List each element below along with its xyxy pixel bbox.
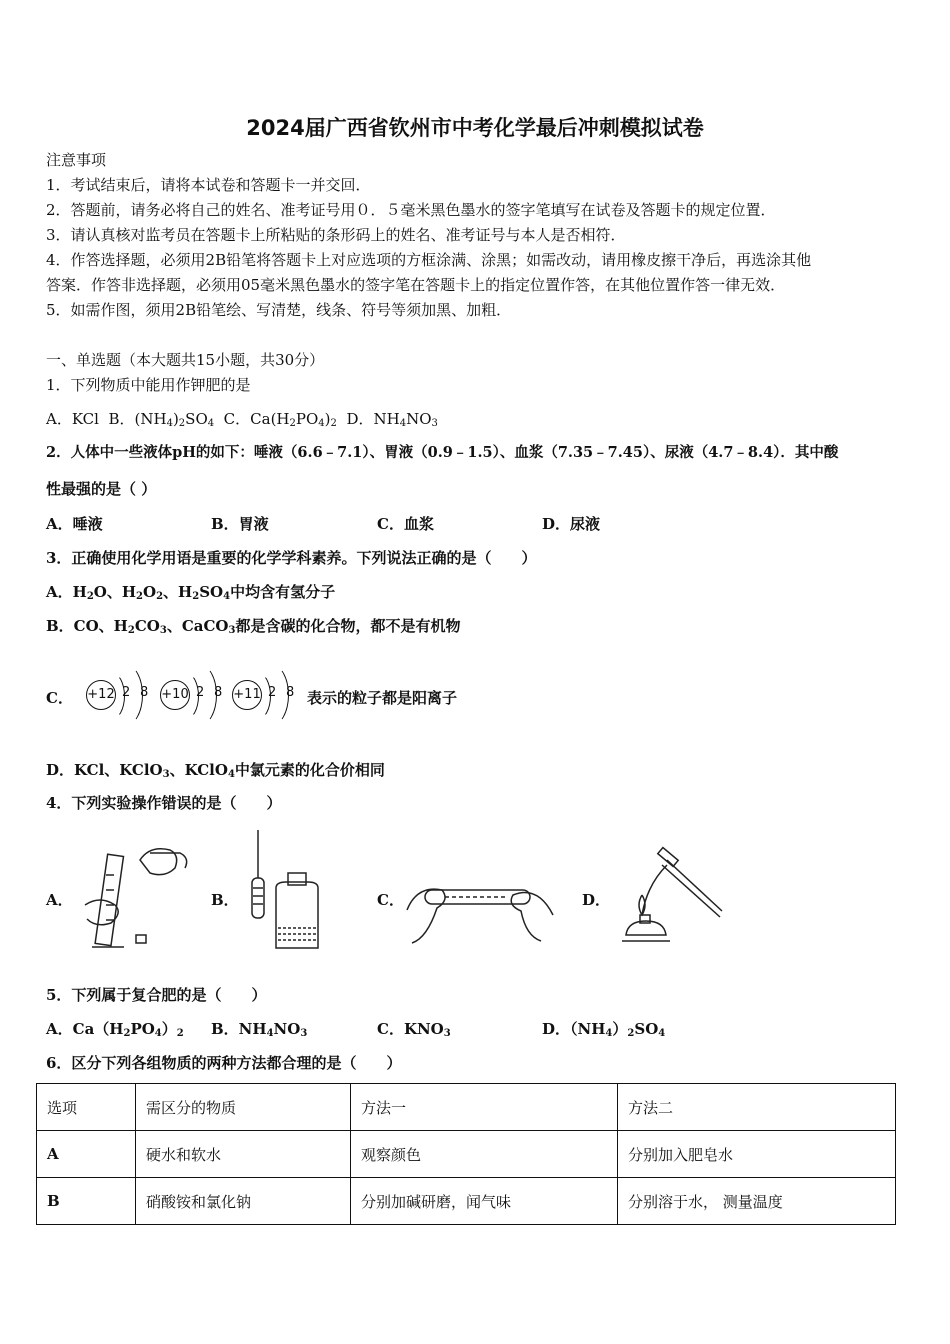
text: D．KCl、KClO [46, 761, 163, 779]
subscript: 2 [176, 1028, 184, 1039]
table-header-cell: 需区分的物质 [136, 1084, 351, 1131]
subscript: 4 [266, 1028, 274, 1039]
subscript: 3 [159, 625, 167, 636]
subscript: 4 [605, 1028, 613, 1039]
q1-option-b: SO [185, 410, 208, 428]
subscript: 3 [443, 1028, 451, 1039]
subscript: 2 [156, 591, 164, 602]
shell-electrons: 2 [122, 685, 131, 700]
notice-item: 1．考试结束后，请将本试卷和答题卡一并交回． [46, 176, 371, 194]
text: 、CaCO [166, 617, 229, 635]
notice-item: 5．如需作图，须用2B铅笔绘、写清楚，线条、符号等须加黑、加粗． [46, 301, 512, 319]
table-cell: 硝酸铵和氯化钠 [136, 1178, 351, 1225]
q3-option-b [46, 616, 460, 636]
table-cell: 分别溶于水， 测量温度 [618, 1178, 896, 1225]
q1-option-b: ) [172, 410, 179, 428]
text: 、H [163, 583, 193, 601]
text: A．H [46, 583, 87, 601]
table-cell: A [37, 1131, 136, 1178]
shell-electrons: 8 [214, 685, 223, 700]
notice-heading: 注意事项 [46, 151, 107, 169]
q1-option-a-label: A． [46, 410, 72, 428]
subscript: 2 [86, 591, 94, 602]
notice-item: 4．作答选择题，必须用2B铅笔将答题卡上对应选项的方框涂满、涂黑；如需改动，请用橡皮擦干净后，再选涂其他 [46, 251, 812, 269]
q2-option-d: D．尿液 [542, 515, 601, 533]
notice-item: 答案．作答非选择题，必须用05毫米黑色墨水的签字笔在答题卡上的指定位置作答，在其他位置作答一律无效． [46, 276, 786, 294]
graduated-cylinder-illustration [80, 835, 200, 955]
subscript: 2 [627, 1028, 635, 1039]
subscript: 4 [227, 769, 235, 780]
text: NO [273, 1020, 301, 1038]
notice-item: 3．请认真核对监考员在答题卡上所粘贴的条形码上的姓名、准考证号与本人是否相符． [46, 226, 626, 244]
table-header-cell: 方法一 [351, 1084, 618, 1131]
shell-electrons: 2 [268, 685, 277, 700]
q1-option-b-label: B． [108, 410, 135, 428]
q5-option-d [542, 1019, 665, 1039]
notice-item: 2．答题前，请务必将自己的姓名、准考证号用０．５毫米黑色墨水的签字笔填写在试卷及答题卡的规定位置． [46, 201, 776, 219]
q5-option-c [377, 1019, 451, 1039]
section-heading: 一、单选题（本大题共15小题，共30分） [46, 351, 325, 369]
subscript: 2 [289, 418, 296, 429]
text: 都是含碳的化合物，都不是有机物 [235, 617, 461, 635]
text: O、H [93, 583, 137, 601]
q4-option-d-label: D． [582, 891, 611, 909]
subscript: 3 [300, 1028, 308, 1039]
subscript: 4 [223, 591, 231, 602]
text: O [143, 583, 157, 601]
q1-option-d: NH [373, 410, 400, 428]
table-row [37, 1131, 896, 1178]
q5-option-b [211, 1019, 307, 1039]
test-tube-hands-illustration [405, 870, 555, 950]
q2-option-a: A．唾液 [46, 515, 103, 533]
text: CO [134, 617, 160, 635]
subscript: 2 [123, 1028, 131, 1039]
shell-electrons: 8 [286, 685, 295, 700]
subscript: 2 [330, 418, 337, 429]
subscript: 3 [162, 769, 170, 780]
table-row [37, 1178, 896, 1225]
table-cell: 硬水和软水 [136, 1131, 351, 1178]
text: ） [612, 1020, 628, 1038]
q1-option-a: KCl [71, 410, 99, 428]
q1-option-d: NO [406, 410, 432, 428]
q5-option-a [46, 1019, 184, 1039]
subscript: 4 [207, 418, 215, 429]
q6-stem: 6．区分下列各组物质的两种方法都合理的是（ ） [46, 1054, 402, 1072]
q3-option-a [46, 582, 335, 602]
text: SO [199, 583, 224, 601]
subscript: 2 [127, 625, 135, 636]
nucleus: +12 [86, 680, 116, 710]
text: A．Ca（H [46, 1020, 124, 1038]
subscript: 2 [178, 418, 186, 429]
text: PO [130, 1020, 155, 1038]
q1-option-c: ) [324, 410, 331, 428]
table-cell: B [37, 1178, 136, 1225]
nucleus: +10 [160, 680, 190, 710]
subscript: 2 [136, 591, 143, 602]
q4-option-c-label: C． [377, 891, 404, 909]
text: C．KNO [377, 1020, 444, 1038]
q1-option-d-label: D． [346, 410, 374, 428]
q1-option-c: PO [295, 410, 319, 428]
q5-stem: 5．下列属于复合肥的是（ ） [46, 986, 267, 1004]
dropper-bottle-illustration [240, 828, 330, 953]
q2-stem: 性最强的是（ ） [46, 480, 157, 498]
q2-stem: 2．人体中一些液体pH的如下：唾液（6.6﹣7.1）、胃液（0.9﹣1.5）、血浆（7.35﹣7.45）、尿液（4.7﹣8.4）．其中酸 [46, 444, 839, 461]
q3-option-c-label: C． [46, 689, 73, 707]
q2-option-b: B．胃液 [211, 515, 269, 533]
exam-title: 2024届广西省钦州市中考化学最后冲刺模拟试卷 [246, 116, 704, 140]
nucleus: +11 [232, 680, 262, 710]
table-cell: 分别加入肥皂水 [618, 1131, 896, 1178]
subscript: 4 [318, 418, 325, 429]
table-header-cell: 方法二 [618, 1084, 896, 1131]
alcohol-lamp-heating-illustration [612, 845, 727, 955]
text: B．CO、H [46, 617, 128, 635]
q2-option-c: C．血浆 [377, 515, 434, 533]
text: SO [634, 1020, 659, 1038]
q1-stem: 1．下列物质中能用作钾肥的是 [46, 376, 251, 394]
subscript: 3 [228, 625, 236, 636]
text: 、KClO [169, 761, 228, 779]
text: 中均含有氢分子 [230, 583, 336, 601]
subscript: 4 [658, 1028, 666, 1039]
table-header-row [37, 1084, 896, 1131]
text: ） [161, 1020, 177, 1038]
q1-option-c: Ca(H [250, 410, 290, 428]
text: 中氯元素的化合价相同 [234, 761, 385, 779]
q4-option-a-label: A． [46, 891, 73, 909]
q1-options [46, 409, 438, 429]
text: D．（NH [542, 1020, 606, 1038]
q3-option-d [46, 760, 385, 780]
subscript: 4 [166, 418, 173, 429]
subscript: 2 [192, 591, 200, 602]
q6-table [36, 1083, 896, 1225]
q4-stem: 4．下列实验操作错误的是（ ） [46, 794, 282, 812]
shell-electrons: 2 [196, 685, 205, 700]
q3-stem: 3．正确使用化学用语是重要的化学学科素养。下列说法正确的是（ ） [46, 549, 537, 567]
q1-option-b: (NH [134, 410, 167, 428]
q3-option-c-text: 表示的粒子都是阳离子 [307, 689, 458, 707]
q4-option-b-label: B． [211, 891, 239, 909]
table-cell: 观察颜色 [351, 1131, 618, 1178]
subscript: 4 [399, 418, 407, 429]
shell-electrons: 8 [140, 685, 149, 700]
table-cell: 分别加碱研磨，闻气味 [351, 1178, 618, 1225]
subscript: 4 [154, 1028, 162, 1039]
text: B．NH [211, 1020, 267, 1038]
subscript: 3 [431, 418, 438, 429]
table-header-cell: 选项 [37, 1084, 136, 1131]
q1-option-c-label: C． [223, 410, 251, 428]
